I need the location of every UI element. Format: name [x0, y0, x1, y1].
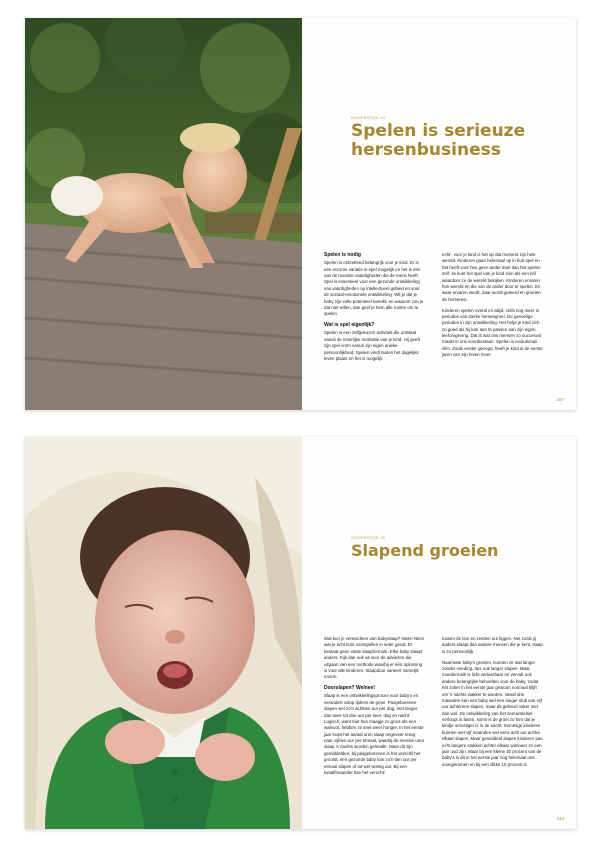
page-number: 143	[556, 816, 564, 821]
paragraph: Spelen is ontzettend belangrijk voor je kind. Er is een enorme variatie in spel mogelijk en het is één van de mooiste vaardigheden die de mens heeft. Spel is essentieel voor een gezonde ontwikkeling van vaardigheden op intellectueel gebied en voor de sociaal-emotionele ontwikkeling. Wil je dat je baby zijn volle potentieel bereikt, en waarom zou je dat niet willen, dan geef je hem alle ruimte om te spelen.	[324, 260, 424, 317]
spread-playing	[25, 18, 576, 410]
paragraph: Wat kun je verwachten van babyslaap? Niets! Niets wat je echt kunt voorspellen in ieder geval. Er bestaat geen vaste slaapformule. Elke baby slaapt anders. Kijk dan ook uit voor de adviezen die uitgaan van een methode waarbij er één oplossing is voor alle kinderen. Slaapduur varieert namelijk enorm.	[324, 636, 424, 680]
spread-sleeping	[25, 437, 576, 829]
paragraph: Spelen is een zelfgekozen activiteit die ontstaat vanuit de innerlijke motivatie van je kind. Hij geeft zijn spel vorm vanuit zijn eigen unieke persoonlijkheid. Spelen vindt buiten het dagelijks leven plaats en het is mogelijk	[324, 330, 420, 361]
chapter-kicker: HOOFDSTUK 14	[351, 115, 386, 120]
paragraph: echt', voor je kind is het op dat moment zijn hele wereld. Kinderen gaan helemaal op in hun spel en het heeft voor hen geen ander doel dan het spelen zelf. Je kunt het spel van je kind zien als een bril waardoor ze de wereld bekijken. Kinderen ervaren hun wereld en die van de ander door te spelen. En waar ervaren wordt, daar wordt geleerd en groeien de hersenen.	[442, 252, 541, 302]
paragraph: Slaap is een ontwikkelingsproces voor baby's en verandert volop tijdens de groei. Pasgeborenen slapen wel zo'n achttien uur per dag, met langer dan twee tot drie uur per keer, dag en nacht. Logisch, want met hun maagje zo groot als een walnoot, hebben ze snel weer honger. In het eerste jaar loopt het aantal uren slaap ongeveer terug naar vijftien uur per etmaal, waarbij de meeste uren slaap 's nachts worden gemaakt. Maar dit zijn gemiddelden, bij pasgeborenen is het verschil het grootst, een gezonde baby kan zo'n tien uur per etmaal slapen of tot wel twintig uur. Bij een twaalfmaander kan het verschil	[324, 693, 425, 775]
text-column-left	[324, 252, 425, 367]
text-column-right	[442, 636, 543, 773]
paragraph: Kinderen spelen overal en altijd, zelfs nog meer in periodes van sterke hersengroei. De gevoelige perioden in zijn ontwikkeling. Het helpt je kind zich zo goed als hij kan aan te passen aan zijn eigen leefomgeving. Dat is wat ons mensen zo succesvol maakt in ons voortbestaan. Spelen is evolutionair slim. Zoals eerder gezegd, heeft je kind in de eerste jaren van zijn leven meer	[442, 307, 543, 358]
title-line-1: Spelen is serieuze	[351, 121, 526, 141]
paragraph: Naarmate baby's groeien, kunnen ze wat langer zonder voeding, dus ook langer slapen. Maar moedermelk is licht verteerbaar en vervult ook andere belangrijke behoeften voor de baby, zodat het zoker in het eerste jaar gewoon normaal blijft om 's nachts wakker te worden. Vanaf drie maanden kan een baby wel een langer stuk van vijf uur achtereen slapen, maar dit gebeurt vaker niet dan wel. De ontwikkeling van het zenuwstelsel verloopt in fasen, soms is de groei zo fors dat je kindje onrustiger is in de nacht. Sommige kinderen kunnen met vijf maanden wel eens acht uur achter elkaar slapen. Maar gemiddeld slapen kinderen pas echt langere stukken achter elkaar wanneer ze een jaar oud zijn. Maar bij een kleine 30 procent van de baby's is dit in het eerste jaar nog helemaal niet voorgekomen en bij een dikke 10 procent is	[442, 659, 543, 767]
page-number: 167	[556, 397, 564, 402]
chapter-kicker: HOOFDSTUK 15	[351, 535, 386, 540]
sleeping-newborn-photo	[25, 437, 302, 829]
text-column-right	[442, 252, 543, 363]
right-page-sleeping	[302, 437, 576, 829]
section-heading: Spelen is nodig	[324, 252, 361, 258]
text-column-left	[324, 636, 425, 781]
section-heading: Doorslapen? Welnee!	[324, 685, 376, 692]
title-line-2: hersenbusiness	[351, 140, 501, 161]
section-heading: Wat is spel eigenlijk?	[324, 322, 375, 329]
right-page-playing	[302, 18, 576, 410]
chapter-title	[351, 122, 525, 160]
paragraph: tussen de tien en zestien uur liggen. Net zoals jij anders slaapt dan andere mensen die je kent, slaap is zo persoonlijk.	[442, 636, 543, 654]
baby-crawling-photo	[25, 18, 302, 410]
chapter-title: Slapend groeien	[351, 541, 499, 560]
